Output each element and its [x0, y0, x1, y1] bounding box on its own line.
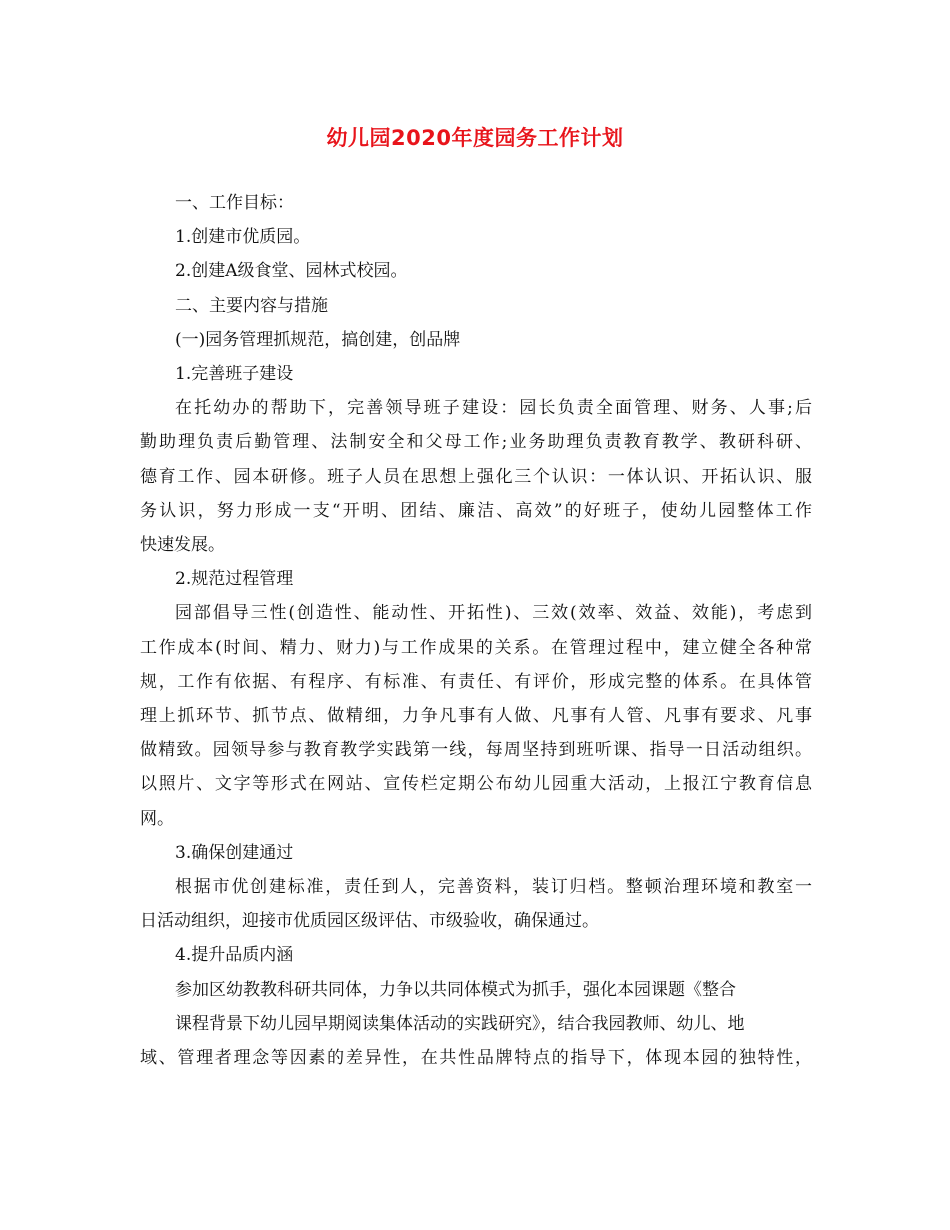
section-heading-goals: 一、工作目标： — [175, 193, 294, 213]
item-heading-team: 1.完善班子建设 — [175, 364, 294, 385]
paragraph-line: 日活动组织，迎接市优质园区级评估、市级验收，确保通过。 — [140, 911, 599, 932]
paragraph-line: 德育工作、园本研修。班子人员在思想上强化三个认识：一体认识、开拓认识、服 — [140, 466, 812, 487]
paragraph-line: 理上抓环节、抓节点、做精细，力争凡事有人做、凡事有人管、凡事有要求、凡事 — [140, 706, 812, 727]
paragraph-line: 课程背景下幼儿园早期阅读集体活动的实践研究》，结合我园教师、幼儿、地 — [175, 1013, 745, 1034]
paragraph-line: 园部倡导三性(创造性、能动性、开拓性)、三效(效率、效益、效能)，考虑到 — [175, 603, 812, 624]
paragraph-line: 工作成本(时间、精力、财力)与工作成果的关系。在管理过程中，建立健全各种常 — [140, 637, 812, 658]
paragraph-line: 网。 — [140, 808, 174, 829]
item-heading-creation: 3.确保创建通过 — [175, 842, 294, 863]
subsection-heading-management: (一)园务管理抓规范，搞创建，创品牌 — [175, 329, 461, 350]
paragraph-line: 根据市优创建标准，责任到人，完善资料，装订归档。整顿治理环境和教室一 — [175, 877, 812, 898]
item-heading-process: 2.规范过程管理 — [175, 569, 294, 590]
item-heading-quality: 4.提升品质内涵 — [175, 945, 294, 966]
paragraph-line: 规，工作有依据、有程序、有标准、有责任、有评价，形成完整的体系。在具体管 — [140, 671, 812, 692]
paragraph-line: 域、管理者理念等因素的差异性，在共性品牌特点的指导下，体现本园的独特性， — [140, 1048, 812, 1069]
goal-item-1: 1.创建市优质园。 — [175, 227, 311, 248]
paragraph-line: 勤助理负责后勤管理、法制安全和父母工作;业务助理负责教育教学、教研科研、 — [140, 432, 812, 453]
paragraph-line: 在托幼办的帮助下，完善领导班子建设：园长负责全面管理、财务、人事;后 — [175, 398, 812, 419]
paragraph-line: 参加区幼教教科研共同体，力争以共同体模式为抓手，强化本园课题《整合 — [175, 979, 736, 1000]
paragraph-line: 务认识，努力形成一支“开明、团结、廉洁、高效”的好班子，使幼儿园整体工作 — [140, 500, 812, 521]
document-body — [140, 186, 812, 1075]
goal-item-2: 2.创建A级食堂、园林式校园。 — [175, 261, 408, 282]
paragraph-line: 快速发展。 — [140, 535, 225, 556]
section-heading-measures: 二、主要内容与措施 — [175, 295, 328, 316]
page-title: 幼儿园2020年度园务工作计划 — [326, 126, 624, 150]
paragraph-line: 做精致。园领导参与教育教学实践第一线，每周坚持到班听课、指导一日活动组织。 — [140, 740, 812, 761]
paragraph-line: 以照片、文字等形式在网站、宣传栏定期公布幼儿园重大活动，上报江宁教育信息 — [140, 774, 812, 795]
